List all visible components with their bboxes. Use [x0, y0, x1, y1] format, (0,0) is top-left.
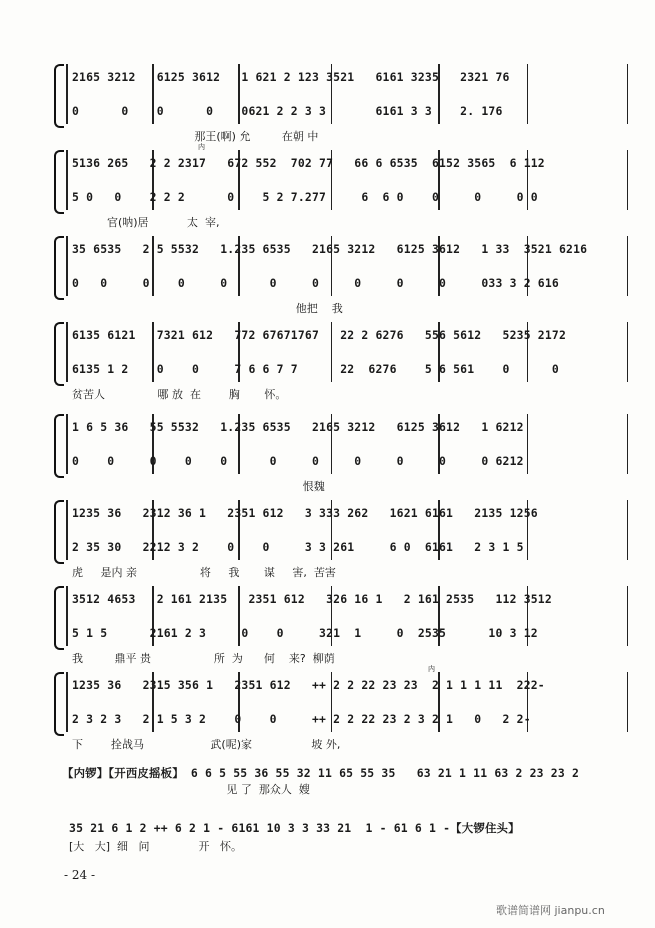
free-meter-notation: 【内锣】【开西皮摇板】 6 6 5 55 36 55 32 11 65 55 35 63 21 1 11 63 2 23 23 2	[62, 766, 580, 780]
lower-staff: 2 35 30 2212 3 2 0 0 3 3 261 6 0 6161 2 3 1 5	[72, 540, 524, 554]
lower-staff: 5 1 5 2161 2 3 0 0 321 1 0 2535 10 3 12	[72, 626, 538, 640]
lower-staff: 0 0 0 0 0 0 0 0 0 0 033 3 2 616	[72, 276, 559, 290]
upper-staff: 6135 6121 7321 612 772 67671767 22 2 6276 556 5612 5235 2172	[72, 328, 567, 342]
score-system	[58, 143, 630, 230]
score-system	[58, 322, 630, 402]
system-bracket	[54, 672, 64, 736]
bar-line	[66, 500, 68, 560]
lyrics-line: 那王(啊) 允 在朝 中	[72, 130, 319, 143]
system-bracket	[54, 64, 64, 128]
performance-mark: 内	[428, 665, 435, 673]
upper-staff: 3512 4653 2 161 2135 2351 612 326 16 1 2 161 2535 112 3512	[72, 592, 552, 606]
score-system	[58, 414, 630, 494]
score-system	[58, 500, 630, 580]
system-bracket	[54, 586, 64, 650]
free-meter-notation: 35 21 6 1 2 ++ 6 2 1 - 6161 10 3 3 33 21 1 - 61 6 1 -【大锣住头】	[62, 821, 520, 835]
upper-staff: 1 6 5 36 55 5532 1.235 6535 2165 3212 6125 3612 1 6212	[72, 420, 524, 434]
bar-line	[66, 322, 68, 382]
score-system	[58, 236, 630, 316]
lyrics-line: 恨魏	[72, 480, 325, 493]
bar-line	[66, 236, 68, 296]
system-bracket	[54, 414, 64, 478]
lower-staff: 6135 1 2 0 0 7 6 6 7 7 22 6276 5 6 561 0 0	[72, 362, 559, 376]
lyrics-line: 他把 我	[72, 302, 343, 315]
bar-line	[66, 150, 68, 210]
lyrics-line: 贫苦人 哪 放 在 胸 怀。	[72, 388, 287, 401]
lyrics-line: 虎 是内 亲 将 我 谋 害, 苦害	[72, 566, 336, 579]
bar-line	[66, 64, 68, 124]
lower-staff: 0 0 0 0 0 0 0 0 0 0 0 6212	[72, 454, 524, 468]
score-system	[58, 64, 630, 144]
page-number: - 24 -	[64, 868, 96, 882]
system-bracket	[54, 150, 64, 214]
score-system	[58, 665, 630, 752]
upper-staff: 2165 3212 6125 3612 1 621 2 123 3521 6161 3235 2321 76	[72, 70, 510, 84]
upper-staff: 1235 36 2312 36 1 2351 612 3 333 262 1621 6161 2135 1256	[72, 506, 538, 520]
system-bracket	[54, 236, 64, 300]
bar-line	[66, 414, 68, 474]
upper-staff: 35 6535 2 5 5532 1.235 6535 2165 3212 6125 3612 1 33 3521 6216	[72, 242, 588, 256]
lower-staff: 0 0 0 0 0621 2 2 3 3 6161 3 3 2. 176	[72, 104, 503, 118]
lower-staff: 5 0 0 2 2 2 0 5 2 7.277 6 6 0 0 0 0 0	[72, 190, 538, 204]
score-system	[58, 586, 630, 666]
free-meter-lyrics: 见 了 那众人 嫂	[62, 783, 310, 796]
free-meter-lyrics: [大 大] 细 问 开 怀。	[62, 840, 242, 853]
lyrics-line: 我 鼎平 贵 所 为 何 来? 柳荫	[72, 652, 335, 665]
system-bracket	[54, 322, 64, 386]
lyrics-line: 下 拴战马 武(呢)家 坡 外,	[72, 738, 341, 751]
watermark: 歌谱简谱网 jianpu.cn	[496, 904, 605, 917]
system-bracket	[54, 500, 64, 564]
lyrics-line: 官(呐)居 太 宰,	[72, 216, 220, 229]
bar-line	[66, 672, 68, 732]
performance-mark: 内	[198, 143, 205, 151]
upper-staff: 5136 265 2 2 2317 672 552 702 77 66 6 6535 6152 3565 6 112	[72, 156, 545, 170]
lower-staff: 2 3 2 3 2 1 5 3 2 0 0 ++ 2 2 22 23 2 3 2 1 0 2 2-	[72, 712, 531, 726]
upper-staff: 1235 36 2315 356 1 2351 612 ++ 2 2 22 23 23 2 1 1 1 11 222-	[72, 678, 545, 692]
bar-line	[66, 586, 68, 646]
